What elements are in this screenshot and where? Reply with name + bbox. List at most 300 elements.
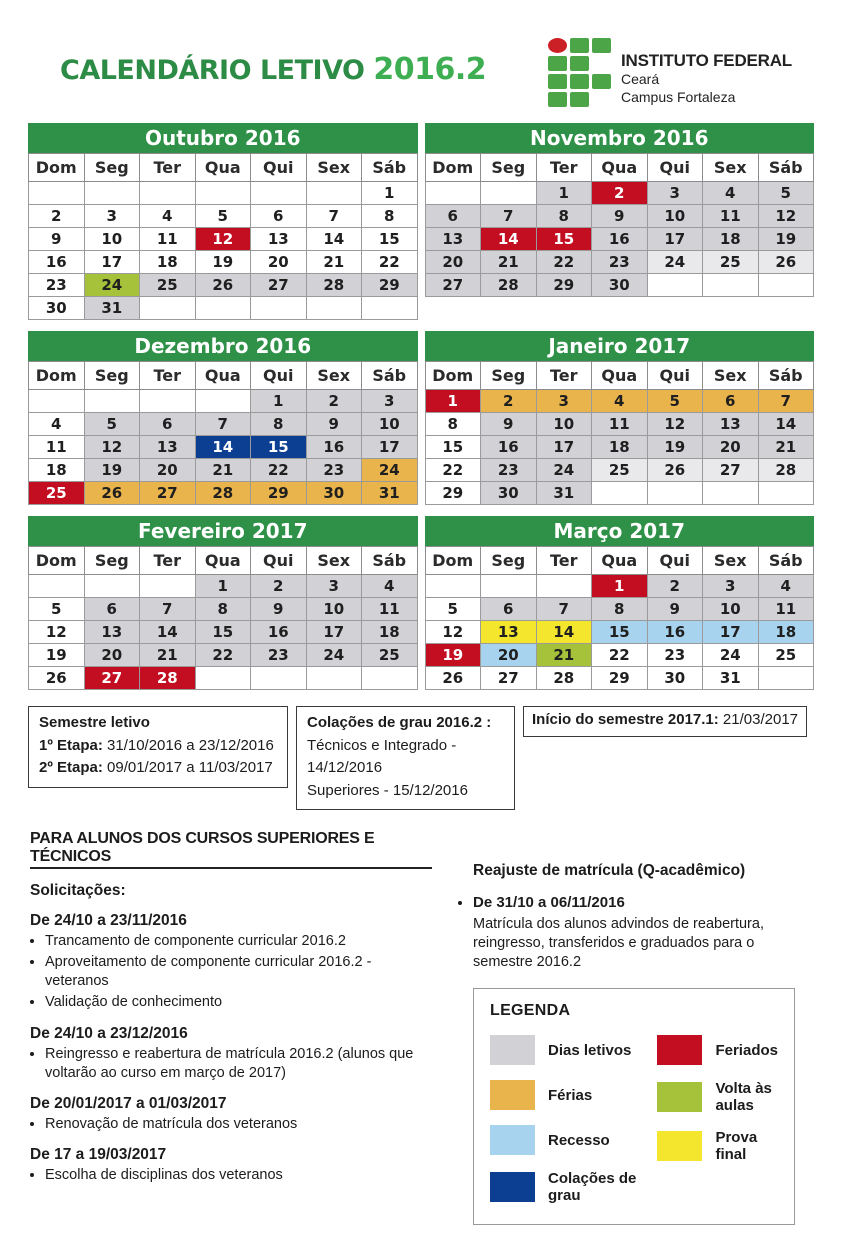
calendar-day-cell: 19 bbox=[84, 459, 140, 482]
calendar-day-cell: 16 bbox=[306, 436, 362, 459]
calendar-empty-cell bbox=[306, 667, 362, 690]
calendar-day-cell: 21 bbox=[758, 436, 814, 459]
weekday-header: Seg bbox=[481, 362, 537, 390]
weekday-header: Ter bbox=[536, 547, 592, 575]
week-row bbox=[29, 182, 418, 205]
calendar-day-cell: 13 bbox=[84, 621, 140, 644]
calendar-day-cell: 14 bbox=[195, 436, 251, 459]
calendar-empty-cell bbox=[758, 274, 814, 297]
calendar-day-cell: 14 bbox=[140, 621, 196, 644]
weekday-header: Ter bbox=[536, 362, 592, 390]
calendar-day-cell: 27 bbox=[140, 482, 196, 505]
calendar-day-cell: 5 bbox=[758, 182, 814, 205]
calendar-day-cell: 22 bbox=[362, 251, 418, 274]
calendar-day-cell: 2 bbox=[647, 575, 703, 598]
calendar-day-cell: 26 bbox=[647, 459, 703, 482]
calendar-day-cell: 13 bbox=[481, 621, 537, 644]
calendar-day-cell: 11 bbox=[758, 598, 814, 621]
calendar-day-cell: 24 bbox=[647, 251, 703, 274]
week-row bbox=[425, 390, 814, 413]
calendar-empty-cell bbox=[481, 575, 537, 598]
calendar-empty-cell bbox=[647, 274, 703, 297]
institution-line2: Ceará bbox=[620, 71, 660, 87]
calendar-day-cell: 12 bbox=[84, 436, 140, 459]
bullet-list bbox=[30, 932, 432, 1013]
legend-box bbox=[473, 988, 795, 1225]
calendar-day-cell: 4 bbox=[140, 205, 196, 228]
legend-item bbox=[657, 1035, 778, 1065]
weekday-header: Sex bbox=[703, 547, 759, 575]
calendar-day-cell: 22 bbox=[425, 459, 481, 482]
calendar-day-cell: 28 bbox=[481, 274, 537, 297]
calendar-day-cell: 4 bbox=[592, 390, 648, 413]
calendar-day-cell: 29 bbox=[425, 482, 481, 505]
calendar-day-cell: 25 bbox=[140, 274, 196, 297]
calendar-empty-cell bbox=[703, 482, 759, 505]
solicitacoes-column bbox=[30, 830, 432, 1225]
calendar-day-cell: 7 bbox=[140, 598, 196, 621]
calendar-day-cell: 9 bbox=[481, 413, 537, 436]
calendar-day-cell: 11 bbox=[140, 228, 196, 251]
bullet-item: • Reingresso e reabertura de matrícula 2016.2 (alunos que voltarão ao curso em março de 2017) bbox=[45, 1045, 432, 1083]
week-row bbox=[425, 274, 814, 297]
calendar-empty-cell bbox=[425, 182, 481, 205]
calendar-day-cell: 31 bbox=[84, 297, 140, 320]
inicio-semestre-label: Início do semestre 2017.1: bbox=[532, 711, 719, 728]
calendar-day-cell: 15 bbox=[251, 436, 307, 459]
calendar-day-cell: 19 bbox=[195, 251, 251, 274]
bullet-item: • Aproveitamento de componente curricular 2016.2 - veteranos bbox=[45, 953, 432, 991]
calendar-day-cell: 1 bbox=[362, 182, 418, 205]
legend-label: Dias letivos bbox=[548, 1041, 632, 1059]
calendar-day-cell: 17 bbox=[362, 436, 418, 459]
calendar-day-cell: 7 bbox=[306, 205, 362, 228]
legend-label: Recesso bbox=[548, 1131, 610, 1149]
solicitacoes-subtitle: Solicitações: bbox=[30, 882, 126, 899]
bullet-item: • Renovação de matrícula dos veteranos bbox=[45, 1115, 432, 1134]
calendar-day-cell: 6 bbox=[251, 205, 307, 228]
calendar-day-cell: 25 bbox=[362, 644, 418, 667]
calendar-day-cell: 31 bbox=[703, 667, 759, 690]
calendar-day-cell: 19 bbox=[758, 228, 814, 251]
calendar-empty-cell bbox=[536, 575, 592, 598]
reajuste-groups bbox=[458, 893, 814, 972]
date-group bbox=[30, 1146, 432, 1185]
calendar-day-cell: 30 bbox=[29, 297, 85, 320]
weekday-header: Qua bbox=[592, 154, 648, 182]
calendar-day-cell: 29 bbox=[536, 274, 592, 297]
legend-label: Volta às aulas bbox=[715, 1080, 772, 1115]
colacoes-box bbox=[296, 706, 515, 810]
weekday-header: Sáb bbox=[758, 362, 814, 390]
week-row bbox=[29, 621, 418, 644]
calendar-dezembro-2016 bbox=[28, 331, 418, 505]
calendar-day-cell: 8 bbox=[592, 598, 648, 621]
calendar-day-cell: 1 bbox=[592, 575, 648, 598]
weekday-header: Dom bbox=[425, 154, 481, 182]
calendar-day-cell: 11 bbox=[703, 205, 759, 228]
reajuste-column bbox=[458, 830, 814, 1225]
calendar-day-cell: 31 bbox=[362, 482, 418, 505]
calendar-day-cell: 17 bbox=[536, 436, 592, 459]
inicio-semestre-value: 21/03/2017 bbox=[718, 711, 799, 728]
calendar-day-cell: 15 bbox=[536, 228, 592, 251]
legend-label: Feriados bbox=[715, 1041, 778, 1059]
calendar-day-cell: 22 bbox=[592, 644, 648, 667]
calendar-empty-cell bbox=[703, 274, 759, 297]
section-heading: PARA ALUNOS DOS CURSOS SUPERIORES E TÉCNICOS bbox=[30, 830, 432, 869]
week-row bbox=[425, 644, 814, 667]
calendar-day-cell: 17 bbox=[703, 621, 759, 644]
calendar-day-cell: 19 bbox=[647, 436, 703, 459]
calendar-day-cell: 10 bbox=[84, 228, 140, 251]
calendar-day-cell: 8 bbox=[425, 413, 481, 436]
calendar-day-cell: 11 bbox=[592, 413, 648, 436]
calendar-day-cell: 20 bbox=[251, 251, 307, 274]
calendar-empty-cell bbox=[251, 667, 307, 690]
semestre-letivo-title: Semestre letivo bbox=[39, 714, 150, 731]
calendar-empty-cell bbox=[29, 575, 85, 598]
calendar-empty-cell bbox=[195, 667, 251, 690]
week-row bbox=[29, 390, 418, 413]
calendar-empty-cell bbox=[306, 297, 362, 320]
calendar-day-cell: 23 bbox=[306, 459, 362, 482]
calendar-day-cell: 6 bbox=[481, 598, 537, 621]
weekday-header: Seg bbox=[84, 362, 140, 390]
calendar-day-cell: 28 bbox=[536, 667, 592, 690]
date-group bbox=[30, 1095, 432, 1134]
calendar-novembro-2016 bbox=[425, 123, 815, 297]
calendar-day-cell: 22 bbox=[195, 644, 251, 667]
calendar-day-cell: 3 bbox=[647, 182, 703, 205]
page-title-number: 2016.2 bbox=[373, 52, 487, 87]
calendar-day-cell: 30 bbox=[647, 667, 703, 690]
calendar-day-cell: 23 bbox=[251, 644, 307, 667]
calendar-day-cell: 8 bbox=[362, 205, 418, 228]
weekday-header: Ter bbox=[140, 362, 196, 390]
calendar-day-cell: 3 bbox=[306, 575, 362, 598]
calendar-day-cell: 21 bbox=[481, 251, 537, 274]
calendar-day-cell: 28 bbox=[758, 459, 814, 482]
calendar-day-cell: 6 bbox=[84, 598, 140, 621]
calendar-day-cell: 29 bbox=[362, 274, 418, 297]
calendar-day-cell: 6 bbox=[703, 390, 759, 413]
calendar-day-cell: 20 bbox=[481, 644, 537, 667]
date-range: De 20/01/2017 a 01/03/2017 bbox=[30, 1094, 227, 1112]
etapa-2-line: 2º Etapa: 09/01/2017 a 11/03/2017 bbox=[39, 759, 273, 776]
calendar-day-cell: 28 bbox=[195, 482, 251, 505]
calendar-day-cell: 24 bbox=[536, 459, 592, 482]
institution-line1: INSTITUTO FEDERAL bbox=[620, 51, 792, 70]
calendar-day-cell: 30 bbox=[306, 482, 362, 505]
calendar-day-cell: 26 bbox=[425, 667, 481, 690]
weekday-header: Sáb bbox=[362, 547, 418, 575]
calendar-empty-cell bbox=[362, 297, 418, 320]
week-row bbox=[29, 297, 418, 320]
calendar-day-cell: 23 bbox=[592, 251, 648, 274]
calendar-day-cell: 28 bbox=[140, 667, 196, 690]
week-row bbox=[425, 205, 814, 228]
calendar-day-cell: 4 bbox=[703, 182, 759, 205]
week-row bbox=[29, 274, 418, 297]
month-table bbox=[425, 153, 815, 297]
calendar-empty-cell bbox=[84, 182, 140, 205]
calendar-day-cell: 15 bbox=[195, 621, 251, 644]
weekday-header: Dom bbox=[425, 547, 481, 575]
calendar-day-cell: 19 bbox=[29, 644, 85, 667]
week-row bbox=[29, 575, 418, 598]
weekday-row bbox=[29, 547, 418, 575]
calendar-day-cell: 4 bbox=[29, 413, 85, 436]
week-row bbox=[29, 598, 418, 621]
weekday-row bbox=[425, 547, 814, 575]
calendar-day-cell: 27 bbox=[251, 274, 307, 297]
weekday-header: Sex bbox=[306, 362, 362, 390]
calendar-empty-cell bbox=[362, 667, 418, 690]
week-row bbox=[29, 459, 418, 482]
calendar-day-cell: 18 bbox=[758, 621, 814, 644]
calendar-empty-cell bbox=[758, 667, 814, 690]
calendar-day-cell: 15 bbox=[362, 228, 418, 251]
weekday-header: Ter bbox=[536, 154, 592, 182]
weekday-header: Dom bbox=[29, 362, 85, 390]
calendar-empty-cell bbox=[647, 482, 703, 505]
calendar-day-cell: 16 bbox=[29, 251, 85, 274]
weekday-header: Qua bbox=[195, 154, 251, 182]
calendar-day-cell: 9 bbox=[29, 228, 85, 251]
date-group bbox=[30, 1025, 432, 1083]
weekday-header: Dom bbox=[29, 154, 85, 182]
calendar-day-cell: 3 bbox=[703, 575, 759, 598]
legend-swatch-colacao bbox=[490, 1172, 535, 1202]
calendar-day-cell: 16 bbox=[481, 436, 537, 459]
calendar-empty-cell bbox=[195, 182, 251, 205]
calendar-day-cell: 7 bbox=[536, 598, 592, 621]
month-table bbox=[28, 546, 418, 690]
calendar-day-cell: 4 bbox=[362, 575, 418, 598]
legend-swatch-letivo bbox=[490, 1035, 535, 1065]
date-group bbox=[458, 893, 814, 972]
weekday-header: Ter bbox=[140, 154, 196, 182]
calendar-day-cell: 15 bbox=[425, 436, 481, 459]
calendar-day-cell: 20 bbox=[84, 644, 140, 667]
calendar-empty-cell bbox=[29, 182, 85, 205]
week-row bbox=[29, 228, 418, 251]
weekday-header: Sex bbox=[703, 362, 759, 390]
legend-columns bbox=[490, 1020, 778, 1204]
calendar-day-cell: 8 bbox=[536, 205, 592, 228]
week-row bbox=[29, 644, 418, 667]
calendar-day-cell: 14 bbox=[758, 413, 814, 436]
calendar-day-cell: 18 bbox=[140, 251, 196, 274]
week-row bbox=[425, 436, 814, 459]
calendar-day-cell: 25 bbox=[703, 251, 759, 274]
calendar-day-cell: 4 bbox=[758, 575, 814, 598]
calendar-day-cell: 3 bbox=[536, 390, 592, 413]
weekday-header: Sáb bbox=[758, 154, 814, 182]
calendar-day-cell: 10 bbox=[703, 598, 759, 621]
month-table bbox=[28, 153, 418, 320]
calendar-day-cell: 13 bbox=[703, 413, 759, 436]
calendar-empty-cell bbox=[140, 182, 196, 205]
weekday-header: Qui bbox=[647, 154, 703, 182]
week-row bbox=[425, 459, 814, 482]
calendar-day-cell: 14 bbox=[481, 228, 537, 251]
date-range: De 24/10 a 23/12/2016 bbox=[30, 1024, 188, 1042]
calendar-day-cell: 31 bbox=[536, 482, 592, 505]
calendar-day-cell: 13 bbox=[251, 228, 307, 251]
calendar-day-cell: 21 bbox=[195, 459, 251, 482]
calendar-empty-cell bbox=[140, 390, 196, 413]
calendar-day-cell: 17 bbox=[647, 228, 703, 251]
calendar-day-cell: 10 bbox=[362, 413, 418, 436]
calendar-day-cell: 7 bbox=[195, 413, 251, 436]
calendar-empty-cell bbox=[251, 297, 307, 320]
calendar-day-cell: 10 bbox=[306, 598, 362, 621]
calendar-empty-cell bbox=[425, 575, 481, 598]
calendar-day-cell: 1 bbox=[195, 575, 251, 598]
legend-label: Colações de grau bbox=[548, 1170, 637, 1205]
calendar-day-cell: 1 bbox=[251, 390, 307, 413]
calendar-day-cell: 5 bbox=[29, 598, 85, 621]
calendar-day-cell: 16 bbox=[647, 621, 703, 644]
calendar-day-cell: 13 bbox=[140, 436, 196, 459]
calendar-day-cell: 25 bbox=[758, 644, 814, 667]
legend-column-right bbox=[657, 1020, 778, 1204]
month-title: Novembro 2016 bbox=[425, 123, 815, 153]
calendar-day-cell: 10 bbox=[536, 413, 592, 436]
date-group bbox=[30, 912, 432, 1013]
bullet-list bbox=[458, 893, 814, 913]
calendar-day-cell: 17 bbox=[306, 621, 362, 644]
weekday-header: Ter bbox=[140, 547, 196, 575]
calendar-day-cell: 28 bbox=[306, 274, 362, 297]
calendar-day-cell: 14 bbox=[306, 228, 362, 251]
institution-brand bbox=[548, 38, 792, 107]
calendar-day-cell: 26 bbox=[29, 667, 85, 690]
institution-name bbox=[621, 38, 792, 106]
bullet-list bbox=[30, 1115, 432, 1134]
week-row bbox=[425, 667, 814, 690]
reajuste-subtitle: Reajuste de matrícula (Q-acadêmico) bbox=[473, 862, 746, 879]
colacoes-title: Colações de grau 2016.2 : bbox=[307, 714, 492, 731]
calendar-day-cell: 26 bbox=[195, 274, 251, 297]
legend-item bbox=[657, 1080, 778, 1114]
calendar-day-cell: 12 bbox=[647, 413, 703, 436]
calendar-janeiro-2017 bbox=[425, 331, 815, 505]
calendar-day-cell: 20 bbox=[425, 251, 481, 274]
legend-item bbox=[490, 1125, 657, 1155]
calendar-empty-cell bbox=[195, 390, 251, 413]
calendar-day-cell: 22 bbox=[251, 459, 307, 482]
week-row bbox=[29, 205, 418, 228]
month-title: Fevereiro 2017 bbox=[28, 516, 418, 546]
ifce-logo-icon bbox=[548, 38, 611, 107]
page-title-text: CALENDÁRIO LETIVO bbox=[60, 55, 365, 86]
calendar-day-cell: 23 bbox=[647, 644, 703, 667]
week-row bbox=[29, 482, 418, 505]
semestre-letivo-box bbox=[28, 706, 288, 788]
calendar-day-cell: 27 bbox=[481, 667, 537, 690]
month-title: Outubro 2016 bbox=[28, 123, 418, 153]
calendar-day-cell: 9 bbox=[592, 205, 648, 228]
weekday-header: Qui bbox=[251, 547, 307, 575]
calendar-day-cell: 11 bbox=[29, 436, 85, 459]
calendar-day-cell: 6 bbox=[140, 413, 196, 436]
calendar-day-cell: 21 bbox=[140, 644, 196, 667]
month-table bbox=[425, 546, 815, 690]
calendar-day-cell: 17 bbox=[84, 251, 140, 274]
week-row bbox=[425, 182, 814, 205]
weekday-header: Seg bbox=[481, 547, 537, 575]
weekday-header: Dom bbox=[29, 547, 85, 575]
calendar-day-cell: 13 bbox=[425, 228, 481, 251]
calendar-fevereiro-2017 bbox=[28, 516, 418, 690]
page-header bbox=[0, 0, 842, 107]
calendar-day-cell: 22 bbox=[536, 251, 592, 274]
calendar-day-cell: 15 bbox=[592, 621, 648, 644]
calendar-day-cell: 2 bbox=[306, 390, 362, 413]
weekday-header: Dom bbox=[425, 362, 481, 390]
calendar-day-cell: 3 bbox=[362, 390, 418, 413]
logo-dot bbox=[548, 38, 567, 53]
calendar-day-cell: 2 bbox=[592, 182, 648, 205]
calendar-empty-cell bbox=[758, 482, 814, 505]
bullet-list bbox=[30, 1045, 432, 1083]
calendar-day-cell: 21 bbox=[306, 251, 362, 274]
week-row bbox=[425, 482, 814, 505]
calendar-empty-cell bbox=[481, 182, 537, 205]
weekday-header: Sex bbox=[703, 154, 759, 182]
calendar-day-cell: 24 bbox=[84, 274, 140, 297]
month-title: Março 2017 bbox=[425, 516, 815, 546]
calendar-day-cell: 27 bbox=[703, 459, 759, 482]
calendar-day-cell: 29 bbox=[251, 482, 307, 505]
calendar-day-cell: 5 bbox=[84, 413, 140, 436]
week-row bbox=[425, 598, 814, 621]
weekday-header: Qua bbox=[592, 362, 648, 390]
legend-title: LEGENDA bbox=[490, 1002, 571, 1020]
date-range: De 17 a 19/03/2017 bbox=[30, 1145, 167, 1163]
weekday-header: Qui bbox=[251, 362, 307, 390]
calendar-day-cell: 18 bbox=[592, 436, 648, 459]
calendar-day-cell: 12 bbox=[425, 621, 481, 644]
week-row bbox=[425, 228, 814, 251]
calendar-day-cell: 2 bbox=[251, 575, 307, 598]
calendar-day-cell: 9 bbox=[306, 413, 362, 436]
date-range: De 24/10 a 23/11/2016 bbox=[30, 912, 187, 929]
calendar-empty-cell bbox=[306, 182, 362, 205]
calendar-day-cell: 30 bbox=[481, 482, 537, 505]
calendar-empty-cell bbox=[84, 390, 140, 413]
weekday-header: Qui bbox=[647, 547, 703, 575]
calendar-day-cell: 5 bbox=[647, 390, 703, 413]
legend-swatch-feriado bbox=[657, 1035, 702, 1065]
weekday-header: Qui bbox=[251, 154, 307, 182]
week-row bbox=[425, 413, 814, 436]
calendar-day-cell: 12 bbox=[29, 621, 85, 644]
info-boxes-row bbox=[28, 706, 814, 810]
weekday-header: Seg bbox=[481, 154, 537, 182]
calendar-grid bbox=[28, 123, 814, 690]
inicio-semestre-box bbox=[523, 706, 807, 737]
calendar-day-cell: 1 bbox=[425, 390, 481, 413]
calendar-day-cell: 18 bbox=[362, 621, 418, 644]
calendar-day-cell: 20 bbox=[703, 436, 759, 459]
colacoes-line-1: Técnicos e Integrado - 14/12/2016 bbox=[307, 736, 457, 776]
calendar-day-cell: 18 bbox=[703, 228, 759, 251]
calendar-day-cell: 12 bbox=[758, 205, 814, 228]
